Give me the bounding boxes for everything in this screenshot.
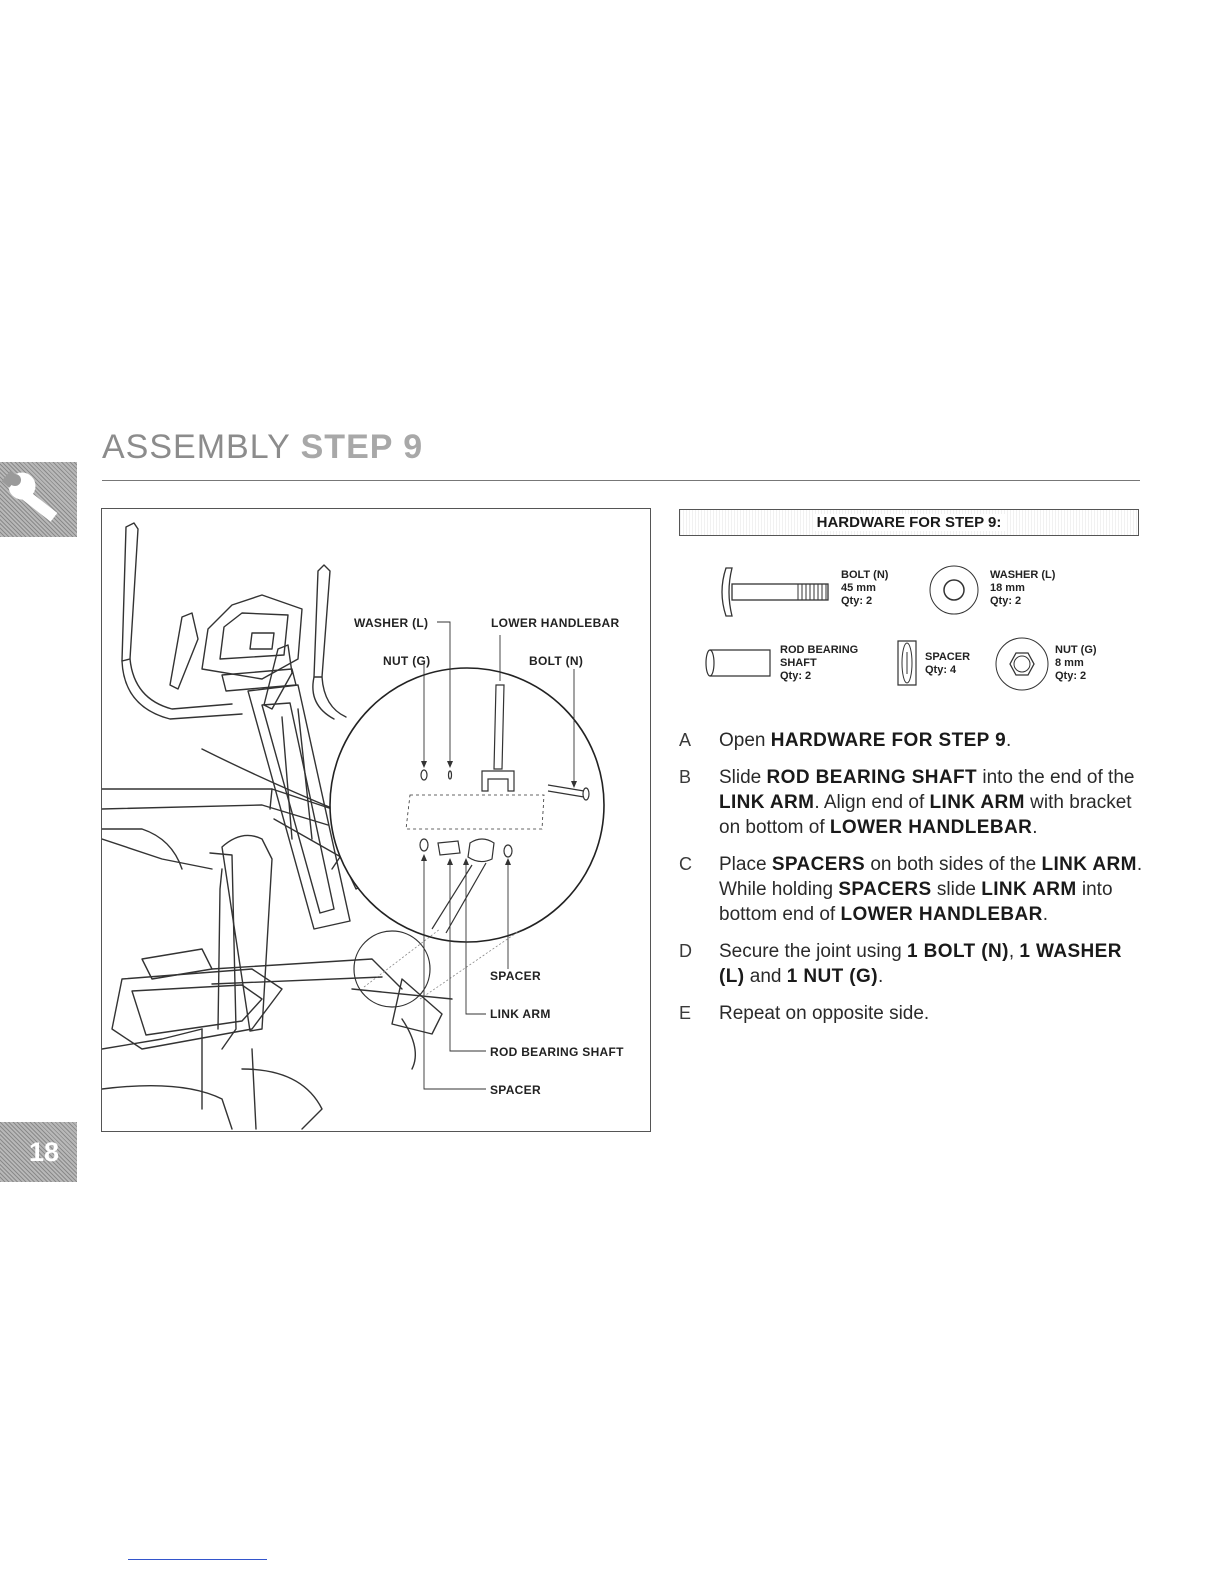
hw-item-spacer: SPACER Qty: 4 <box>925 651 971 676</box>
hardware-title: HARDWARE FOR STEP 9: <box>813 514 1006 531</box>
callout-bolt-n: BOLT (N) <box>529 654 584 668</box>
callout-rod-bearing-shaft: ROD BEARING SHAFT <box>490 1045 624 1059</box>
section-tab <box>0 462 77 537</box>
instruction-d: D Secure the joint using 1 BOLT (N), 1 WASHER (L) and 1 NUT (G). <box>679 941 1122 987</box>
washer-icon <box>928 564 980 616</box>
hw-item-washer: WASHER (L) 18 mm Qty: 2 <box>990 569 1056 607</box>
instruction-list <box>679 728 1149 1038</box>
bolt-icon <box>714 564 834 620</box>
callout-spacer-bottom: SPACER <box>490 1083 541 1097</box>
spacer-icon <box>894 638 920 688</box>
instruction-b: B Slide ROD BEARING SHAFT into the end of the LINK ARM. Align end of LINK ARM with bracket on bottom of LOWER HANDLEBAR. <box>679 767 1135 838</box>
callout-link-arm: LINK ARM <box>490 1007 551 1021</box>
assembly-diagram <box>101 508 651 1132</box>
callout-spacer-top: SPACER <box>490 969 541 983</box>
callout-lower-handlebar: LOWER HANDLEBAR <box>491 616 620 630</box>
callout-washer-l: WASHER (L) <box>354 616 429 630</box>
page-title: ASSEMBLY STEP 9 <box>102 428 424 466</box>
wrench-icon <box>0 462 77 537</box>
page-title-step: STEP 9 <box>300 428 424 466</box>
shaft-icon <box>704 648 774 678</box>
nut-icon <box>992 636 1052 692</box>
instruction-e: E Repeat on opposite side. <box>679 1003 930 1024</box>
title-divider <box>102 480 1140 481</box>
page-number: 18 <box>0 1122 77 1182</box>
hw-item-rod-bearing-shaft: ROD BEARING SHAFT Qty: 2 <box>780 644 859 682</box>
instruction-a: A Open HARDWARE FOR STEP 9. <box>679 730 1012 751</box>
hardware-header <box>679 509 1139 536</box>
hw-item-nut: NUT (G) 8 mm Qty: 2 <box>1055 644 1097 682</box>
callout-nut-g: NUT (G) <box>383 654 431 668</box>
instruction-c: C Place SPACERS on both sides of the LINK ARM. While holding SPACERS slide LINK ARM into bottom end of LOWER HANDLEBAR. <box>679 854 1143 925</box>
hw-item-bolt: BOLT (N) 45 mm Qty: 2 <box>841 569 889 607</box>
footer-rule <box>128 1559 267 1560</box>
elliptical-illustration <box>102 509 651 1132</box>
